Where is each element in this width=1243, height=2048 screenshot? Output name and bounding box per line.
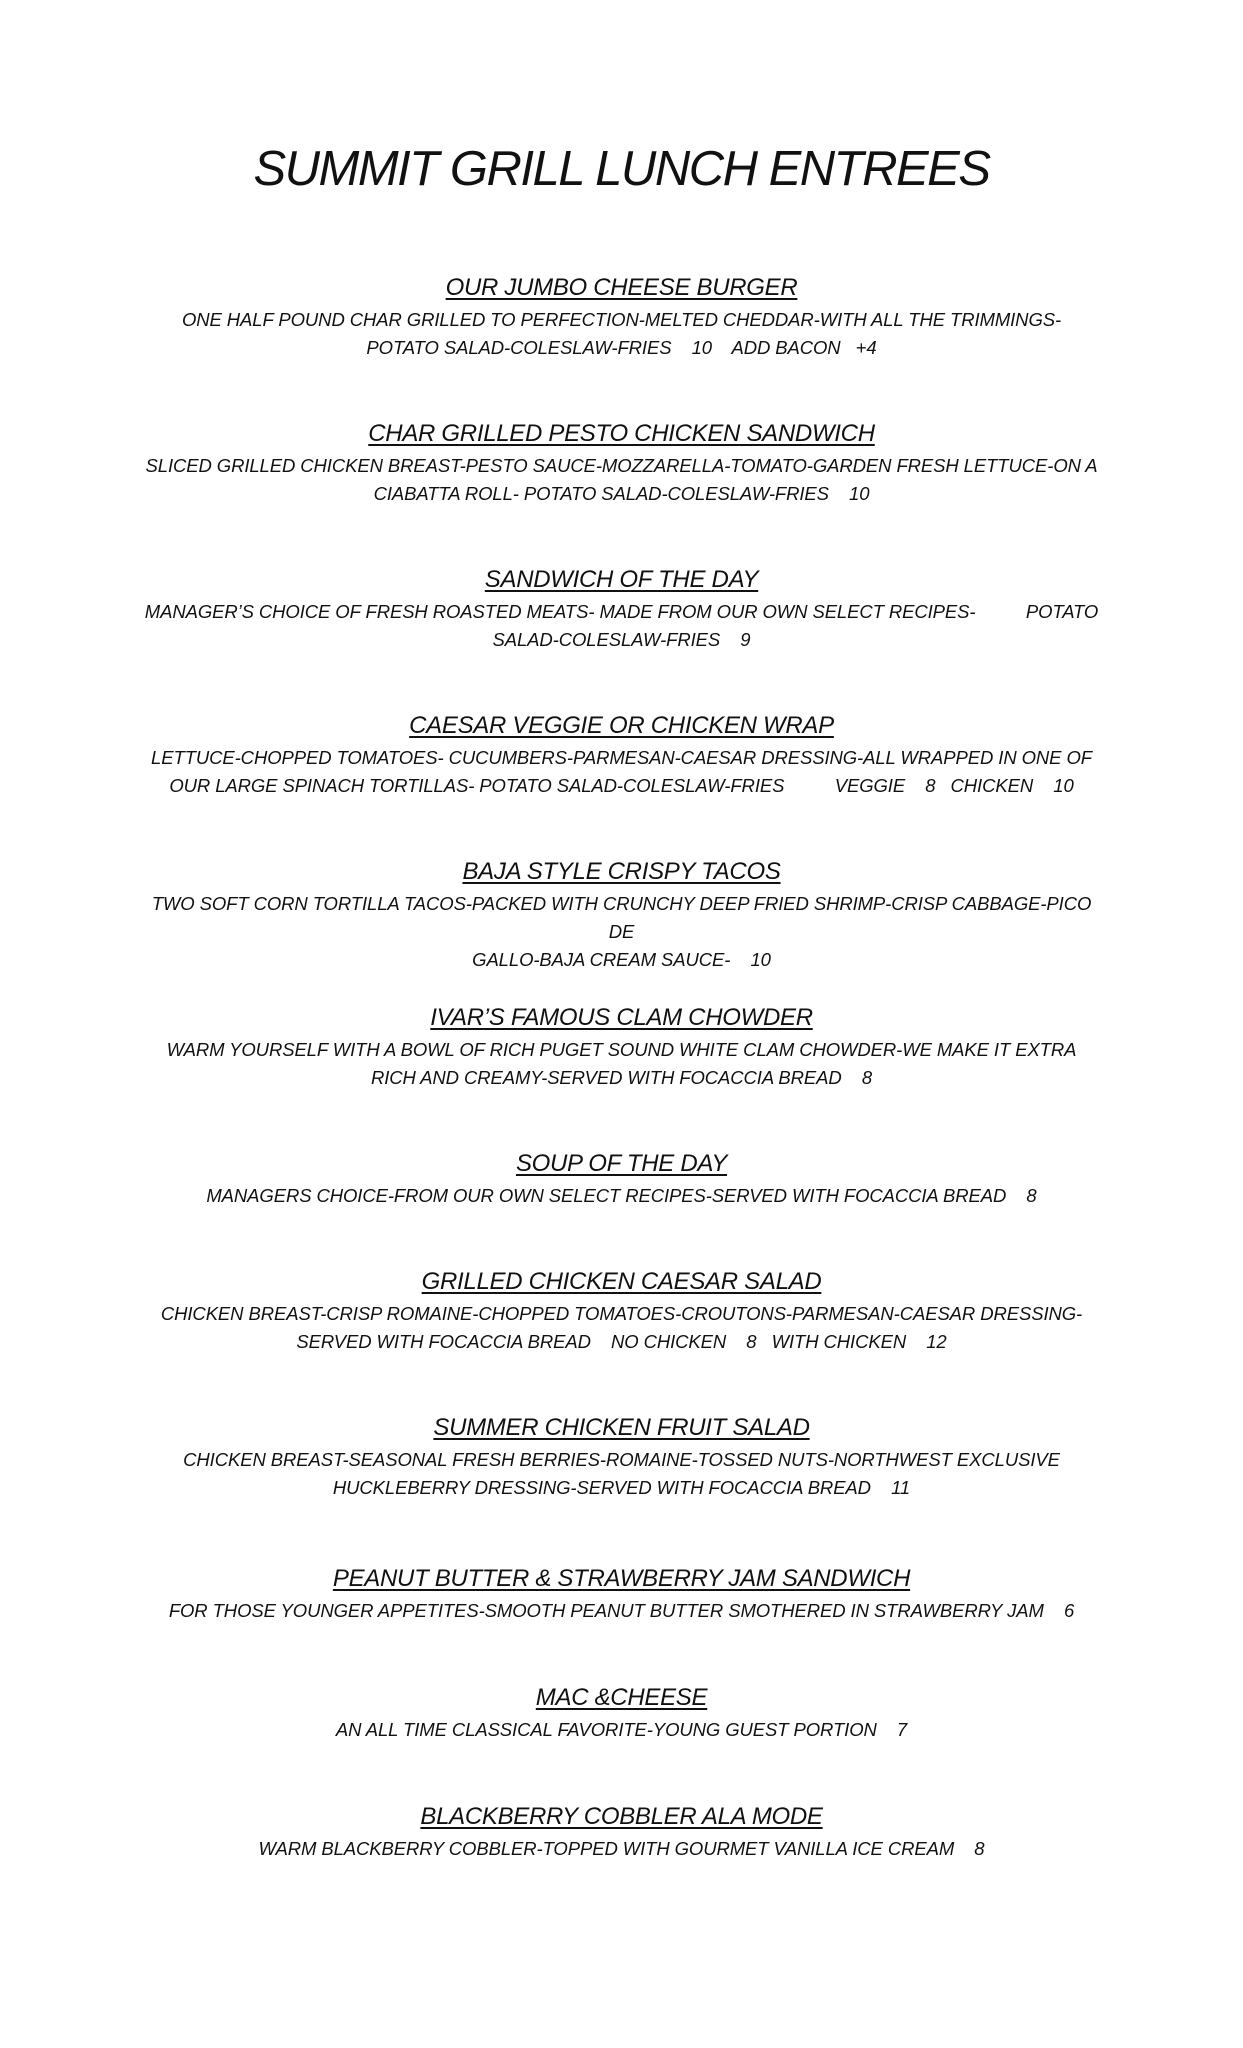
menu-item xyxy=(140,1266,1103,1356)
item-name: CHAR GRILLED PESTO CHICKEN SANDWICH xyxy=(368,420,875,447)
menu-item xyxy=(140,1148,1103,1210)
item-name: OUR JUMBO CHEESE BURGER xyxy=(445,274,798,301)
item-description-line: OUR LARGE SPINACH TORTILLAS- POTATO SALAD-COLESLAW-FRIES VEGGIE 8 CHICKEN 10 xyxy=(169,775,1074,796)
menu-item xyxy=(140,418,1103,508)
item-description-line: GALLO-BAJA CREAM SAUCE- 10 xyxy=(472,949,771,970)
item-description-line: FOR THOSE YOUNGER APPETITES-SMOOTH PEANUT BUTTER SMOTHERED IN STRAWBERRY JAM 6 xyxy=(168,1600,1075,1621)
menu-item xyxy=(140,710,1103,800)
item-description-line: MANAGERS CHOICE-FROM OUR OWN SELECT RECIPES-SERVED WITH FOCACCIA BREAD 8 xyxy=(206,1185,1037,1206)
item-name: SANDWICH OF THE DAY xyxy=(484,566,759,593)
menu-item xyxy=(140,1801,1103,1863)
item-description-line: ONE HALF POUND CHAR GRILLED TO PERFECTION-MELTED CHEDDAR-WITH ALL THE TRIMMINGS- xyxy=(181,309,1062,330)
item-name: PEANUT BUTTER & STRAWBERRY JAM SANDWICH xyxy=(332,1565,911,1592)
item-description-line: WARM YOURSELF WITH A BOWL OF RICH PUGET SOUND WHITE CLAM CHOWDER-WE MAKE IT EXTRA xyxy=(166,1039,1077,1060)
page-title: SUMMIT GRILL LUNCH ENTREES xyxy=(253,142,990,196)
item-description-line: MANAGER’S CHOICE OF FRESH ROASTED MEATS- MADE FROM OUR OWN SELECT RECIPES- POTATO xyxy=(144,601,1099,622)
item-description-line: POTATO SALAD-COLESLAW-FRIES 10 ADD BACON +4 xyxy=(366,337,877,358)
item-name: BLACKBERRY COBBLER ALA MODE xyxy=(420,1803,823,1830)
menu-item xyxy=(140,856,1103,974)
item-description-line: HUCKLEBERRY DRESSING-SERVED WITH FOCACCIA BREAD 11 xyxy=(332,1477,911,1498)
item-description-line: CIABATTA ROLL- POTATO SALAD-COLESLAW-FRIES 10 xyxy=(373,483,870,504)
item-description-line: SLICED GRILLED CHICKEN BREAST-PESTO SAUCE-MOZZARELLA-TOMATO-GARDEN FRESH LETTUCE-ON A xyxy=(145,455,1098,476)
menu-item xyxy=(140,272,1103,362)
menu-item xyxy=(140,1563,1103,1625)
item-name: IVAR’S FAMOUS CLAM CHOWDER xyxy=(430,1004,813,1031)
item-name: SOUP OF THE DAY xyxy=(515,1150,728,1177)
item-description-line: TWO SOFT CORN TORTILLA TACOS-PACKED WITH CRUNCHY DEEP FRIED SHRIMP-CRISP CABBAGE-PICO DE xyxy=(151,893,1097,942)
item-description-line: AN ALL TIME CLASSICAL FAVORITE-YOUNG GUEST PORTION 7 xyxy=(335,1719,908,1740)
item-description-line: LETTUCE-CHOPPED TOMATOES- CUCUMBERS-PARMESAN-CAESAR DRESSING-ALL WRAPPED IN ONE OF xyxy=(151,747,1092,768)
item-name: SUMMER CHICKEN FRUIT SALAD xyxy=(433,1414,810,1441)
item-name: MAC &CHEESE xyxy=(535,1684,708,1711)
item-description-line: RICH AND CREAMY-SERVED WITH FOCACCIA BREAD 8 xyxy=(370,1067,873,1088)
menu-item xyxy=(140,564,1103,654)
item-description-line: CHICKEN BREAST-SEASONAL FRESH BERRIES-ROMAINE-TOSSED NUTS-NORTHWEST EXCLUSIVE xyxy=(183,1449,1060,1470)
item-description-line: SERVED WITH FOCACCIA BREAD NO CHICKEN 8 WITH CHICKEN 12 xyxy=(296,1331,947,1352)
item-name: BAJA STYLE CRISPY TACOS xyxy=(462,858,781,885)
item-name: GRILLED CHICKEN CAESAR SALAD xyxy=(421,1268,822,1295)
item-description-line: SALAD-COLESLAW-FRIES 9 xyxy=(492,629,751,650)
item-description-line: CHICKEN BREAST-CRISP ROMAINE-CHOPPED TOMATOES-CROUTONS-PARMESAN-CAESAR DRESSING- xyxy=(160,1303,1083,1324)
item-description-line: WARM BLACKBERRY COBBLER-TOPPED WITH GOURMET VANILLA ICE CREAM 8 xyxy=(258,1838,985,1859)
menu-item xyxy=(140,1002,1103,1092)
menu-item xyxy=(140,1412,1103,1502)
item-name: CAESAR VEGGIE OR CHICKEN WRAP xyxy=(409,712,834,739)
menu-item xyxy=(140,1682,1103,1744)
